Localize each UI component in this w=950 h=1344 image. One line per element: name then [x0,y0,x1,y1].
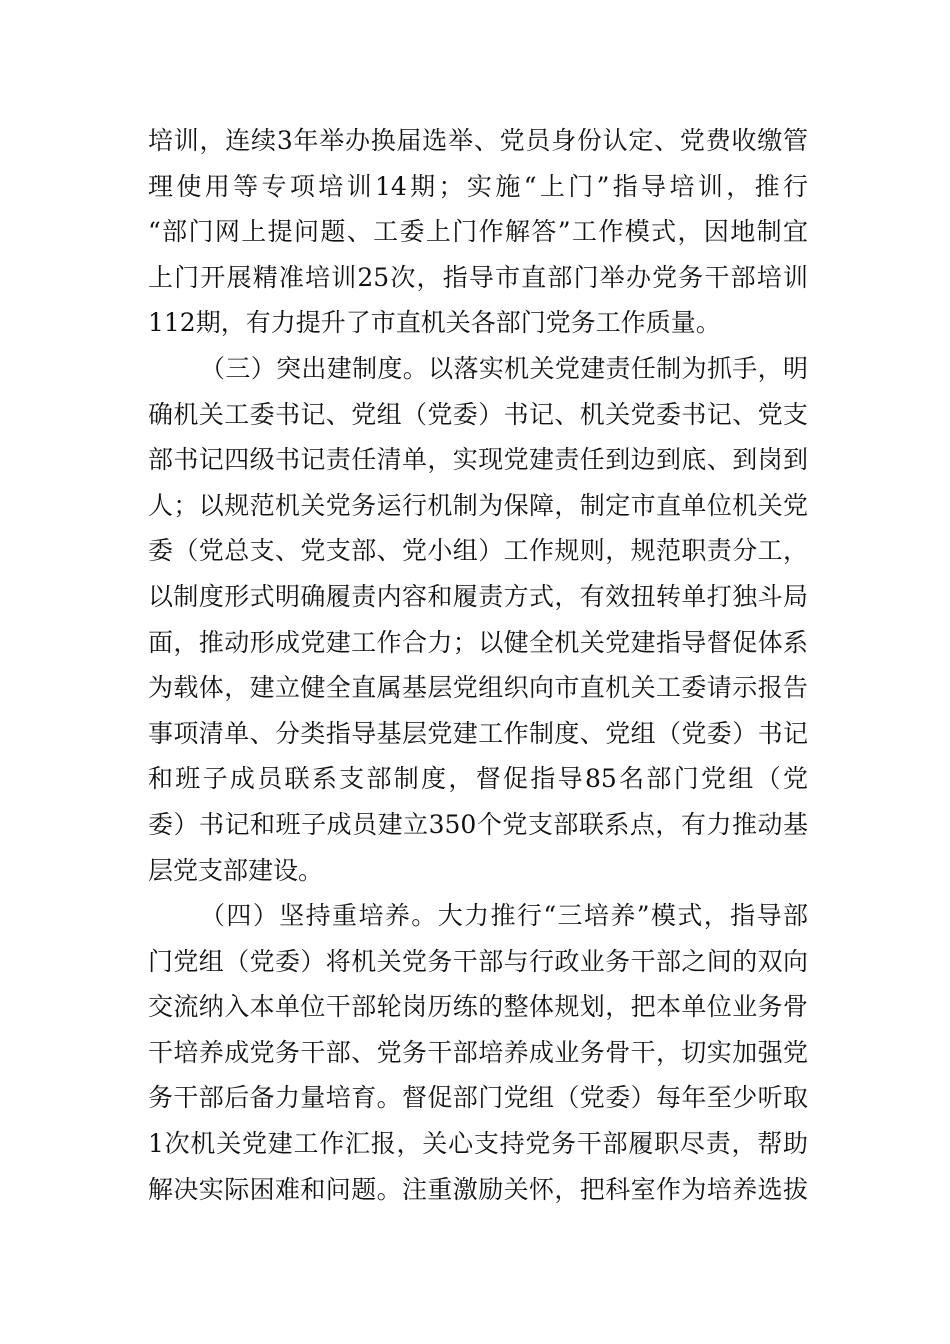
text-line: 理使用等专项培训14期；实施“上门”指导培训，推行 [148,171,808,201]
text-line: 确机关工委书记、党组（党委）书记、机关党委书记、党支 [148,399,808,429]
text-line: 人；以规范机关党务运行机制为保障，制定市直单位机关党 [148,490,808,520]
text-line: 事项清单、分类指导基层党建工作制度、党组（党委）书记 [148,718,808,748]
text-line: 上门开展精准培训25次，指导市直部门举办党务干部培训 [148,262,808,292]
paragraph-training [148,118,808,346]
text-line: “部门网上提问题、工委上门作解答”工作模式，因地制宜 [148,217,808,247]
document-page [148,118,808,1212]
text-line: 以制度形式明确履责内容和履责方式，有效扭转单打独斗局 [148,581,808,611]
paragraph-cultivation [148,893,808,1212]
text-line: 和班子成员联系支部制度，督促指导85名部门党组（党 [148,764,808,794]
text-line: 交流纳入本单位干部轮岗历练的整体规划，把本单位业务骨 [148,992,808,1022]
text-line: 委（党总支、党支部、党小组）工作规则，规范职责分工， [148,536,808,566]
text-line: 部书记四级书记责任清单，实现党建责任到边到底、到岗到 [148,445,808,475]
text-line: 委）书记和班子成员建立350个党支部联系点，有力推动基 [148,809,808,839]
section-heading-line: （三）突出建制度。以落实机关党建责任制为抓手，明 [200,353,808,383]
text-line: 层党支部建设。 [148,855,324,885]
text-line: 门党组（党委）将机关党务干部与行政业务干部之间的双向 [148,946,808,976]
text-line: 112期，有力提升了市直机关各部门党务工作质量。 [148,308,721,338]
section-heading-line: （四）坚持重培养。大力推行“三培养”模式，指导部 [200,901,808,931]
text-line: 面，推动形成党建工作合力；以健全机关党建指导督促体系 [148,627,808,657]
text-line: 为载体，建立健全直属基层党组织向市直机关工委请示报告 [148,673,808,703]
text-line: 干培养成党务干部、党务干部培养成业务骨干，切实加强党 [148,1037,808,1067]
text-line: 培训，连续3年举办换届选举、党员身份认定、党费收缴管 [148,126,808,155]
text-line: 1次机关党建工作汇报，关心支持党务干部履职尽责，帮助 [148,1129,808,1159]
text-line: 务干部后备力量培育。督促部门党组（党委）每年至少听取 [148,1083,808,1113]
text-line: 解决实际困难和问题。注重激励关怀，把科室作为培养选拔 [148,1174,808,1204]
paragraph-system-building [148,346,808,893]
